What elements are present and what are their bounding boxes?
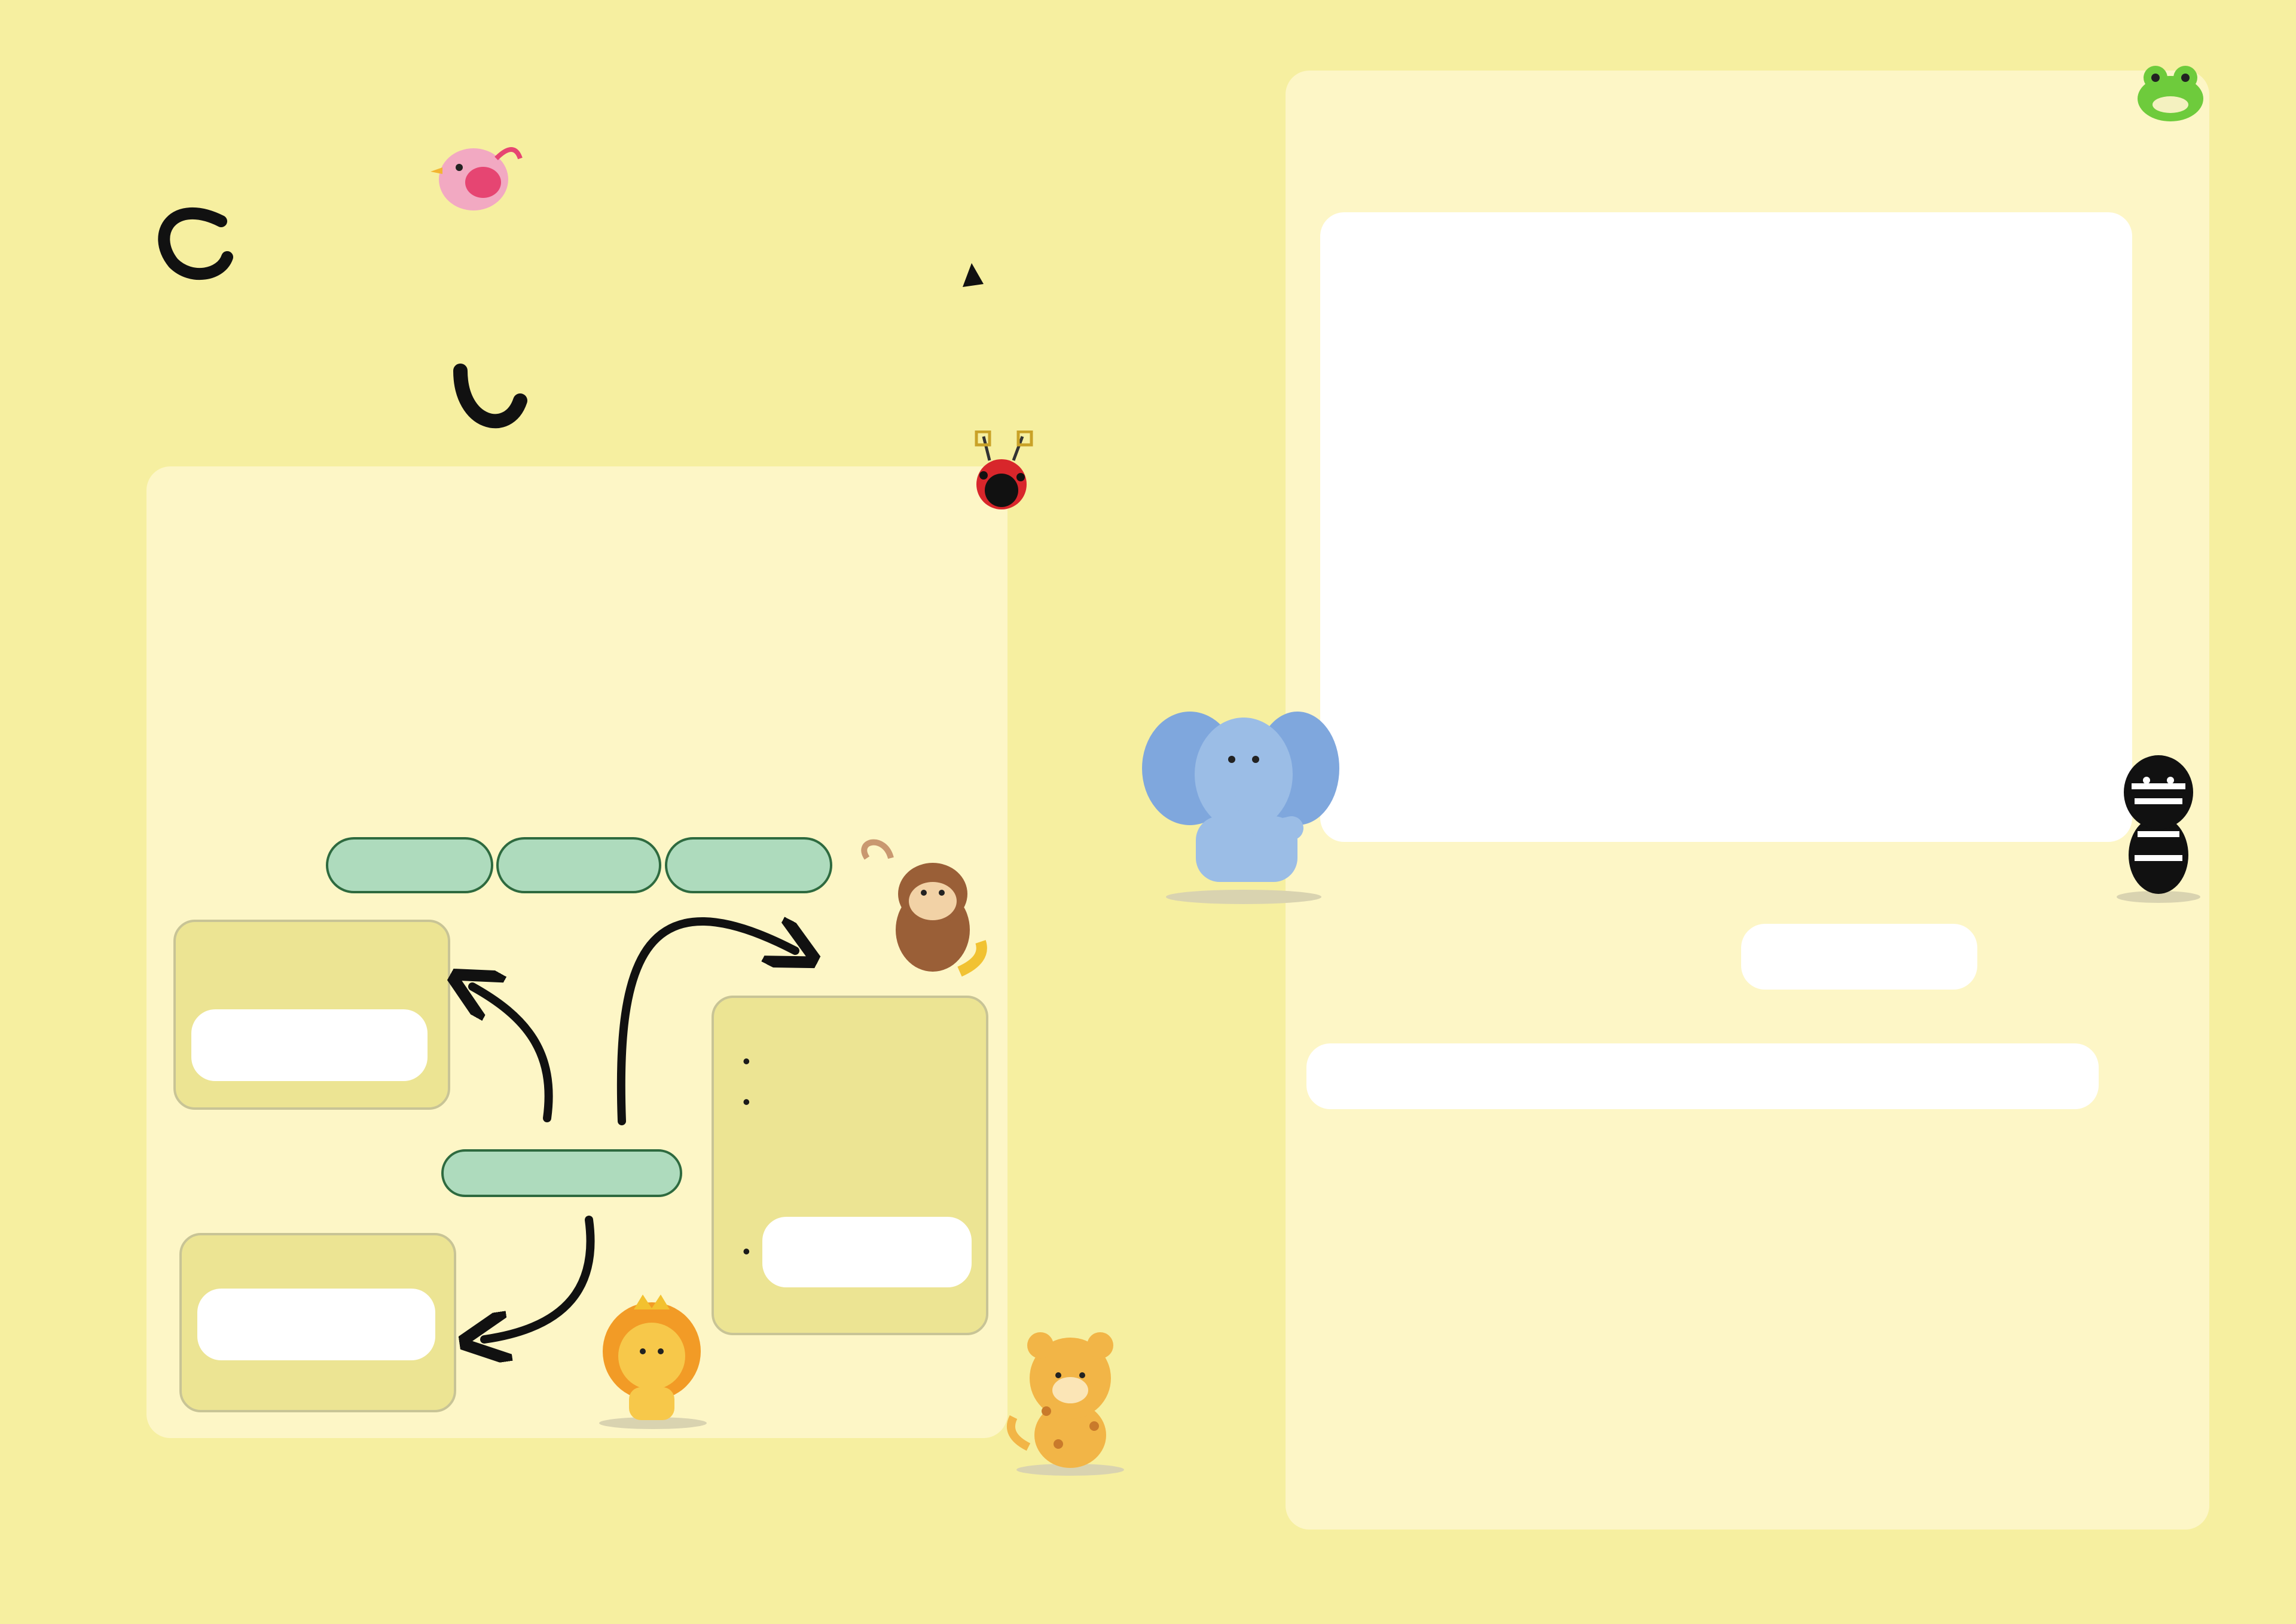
lion-icon: [586, 1286, 723, 1429]
letter-answer-field[interactable]: [1741, 924, 1977, 990]
zebra-icon: [2108, 744, 2209, 906]
estrutura-bullet-2: •: [743, 1087, 976, 1117]
elephant-icon: [1136, 703, 1339, 906]
monkey-icon: [849, 834, 993, 1002]
objetivo-answer-field[interactable]: [191, 1009, 428, 1081]
estrutura-bullet-1: •: [743, 1049, 750, 1073]
bird-icon: [425, 135, 526, 224]
leopard-icon: [993, 1321, 1136, 1477]
arrow-to-objetivo: [472, 987, 549, 1118]
estrutura-bullet-2-text: [762, 1087, 971, 1117]
letters-list-card: [1320, 212, 2132, 842]
steps-section: [1306, 1133, 2150, 1149]
organizado-answer-field[interactable]: [197, 1289, 435, 1360]
animal-name-answer-field[interactable]: [1306, 1043, 2099, 1109]
arrow-to-organizado: [484, 1220, 591, 1339]
frog-icon: [2132, 57, 2209, 129]
estrutura-answer-field[interactable]: [762, 1217, 972, 1287]
estrutura-bullet-3: •: [743, 1239, 750, 1263]
ladybug-icon: [966, 431, 1043, 514]
